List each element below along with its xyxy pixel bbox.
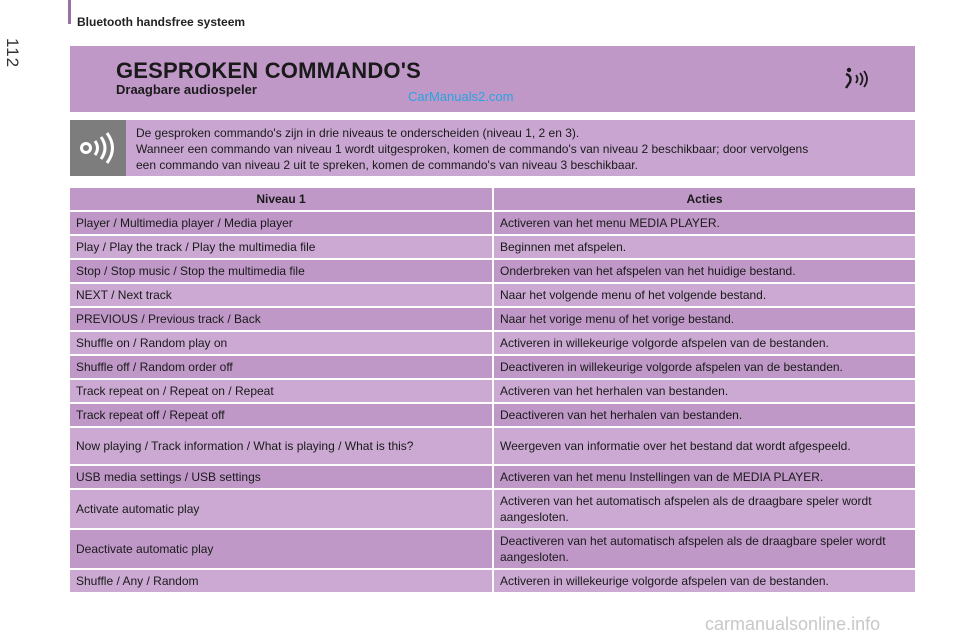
action-cell: Weergeven van informatie over het bestand dat wordt afgespeeld. bbox=[492, 428, 915, 464]
table-row bbox=[70, 428, 915, 464]
action-cell: Activeren in willekeurige volgorde afspelen van de bestanden. bbox=[492, 332, 915, 354]
action-cell: Activeren van het menu MEDIA PLAYER. bbox=[492, 212, 915, 234]
action-cell: Naar het volgende menu of het volgende bestand. bbox=[492, 284, 915, 306]
command-cell: Player / Multimedia player / Media player bbox=[70, 212, 492, 234]
command-cell: Play / Play the track / Play the multimedia file bbox=[70, 236, 492, 258]
table-row bbox=[70, 466, 915, 488]
action-cell: Naar het vorige menu of het vorige bestand. bbox=[492, 308, 915, 330]
command-cell: Deactivate automatic play bbox=[70, 530, 492, 568]
command-cell: Shuffle on / Random play on bbox=[70, 332, 492, 354]
command-cell: PREVIOUS / Previous track / Back bbox=[70, 308, 492, 330]
voice-command-icon bbox=[842, 66, 870, 92]
action-cell: Deactiveren van het automatisch afspelen als de draagbare speler wordt aangesloten. bbox=[492, 530, 915, 568]
column-header-level: Niveau 1 bbox=[70, 188, 492, 210]
command-cell: USB media settings / USB settings bbox=[70, 466, 492, 488]
action-cell: Activeren in willekeurige volgorde afspelen van de bestanden. bbox=[492, 570, 915, 592]
table-row bbox=[70, 404, 915, 426]
action-cell: Deactiveren van het herhalen van bestanden. bbox=[492, 404, 915, 426]
action-cell: Beginnen met afspelen. bbox=[492, 236, 915, 258]
table-row bbox=[70, 212, 915, 234]
action-cell: Deactiveren in willekeurige volgorde afspelen van de bestanden. bbox=[492, 356, 915, 378]
footer-watermark: carmanualsonline.info bbox=[705, 614, 881, 634]
command-cell: NEXT / Next track bbox=[70, 284, 492, 306]
intro-icon-box bbox=[70, 120, 126, 176]
page-number: 112 bbox=[3, 38, 22, 69]
table-row bbox=[70, 332, 915, 354]
command-cell: Track repeat on / Repeat on / Repeat bbox=[70, 380, 492, 402]
table-row bbox=[70, 236, 915, 258]
page-title: GESPROKEN COMMANDO'S bbox=[116, 58, 422, 83]
table-row bbox=[70, 490, 915, 528]
command-cell: Stop / Stop music / Stop the multimedia file bbox=[70, 260, 492, 282]
intro-line-1: De gesproken commando's zijn in drie niveaus te onderscheiden (niveau 1, 2 en 3). bbox=[136, 126, 580, 140]
intro-line-3: een commando van niveau 2 uit te spreken, komen de commando's van niveau 3 beschikbaar. bbox=[136, 158, 638, 172]
action-cell: Activeren van het herhalen van bestanden. bbox=[492, 380, 915, 402]
watermark-link[interactable]: CarManuals2.com bbox=[408, 89, 514, 104]
voice-waves-icon bbox=[70, 120, 126, 176]
intro-line-2: Wanneer een commando van niveau 1 wordt uitgesproken, komen de commando's van niveau 2 beschikbaar; door vervolgens bbox=[136, 142, 809, 156]
table-row bbox=[70, 260, 915, 282]
column-header-actions: Acties bbox=[492, 188, 915, 210]
table-row bbox=[70, 284, 915, 306]
table-row bbox=[70, 356, 915, 378]
page-subtitle: Draagbare audiospeler bbox=[116, 82, 257, 97]
table-row bbox=[70, 308, 915, 330]
command-cell: Track repeat off / Repeat off bbox=[70, 404, 492, 426]
table-header-row bbox=[70, 188, 915, 210]
command-cell: Shuffle off / Random order off bbox=[70, 356, 492, 378]
command-cell: Now playing / Track information / What is playing / What is this? bbox=[70, 428, 492, 464]
voice-commands-table bbox=[70, 186, 915, 594]
side-rule bbox=[68, 0, 71, 24]
command-cell: Shuffle / Any / Random bbox=[70, 570, 492, 592]
section-title: Bluetooth handsfree systeem bbox=[77, 15, 246, 29]
intro-text bbox=[136, 125, 906, 173]
action-cell: Activeren van het automatisch afspelen als de draagbare speler wordt aangesloten. bbox=[492, 490, 915, 528]
table-row bbox=[70, 380, 915, 402]
command-cell: Activate automatic play bbox=[70, 490, 492, 528]
action-cell: Onderbreken van het afspelen van het huidige bestand. bbox=[492, 260, 915, 282]
action-cell: Activeren van het menu Instellingen van de MEDIA PLAYER. bbox=[492, 466, 915, 488]
table-row bbox=[70, 530, 915, 568]
table-row bbox=[70, 570, 915, 592]
